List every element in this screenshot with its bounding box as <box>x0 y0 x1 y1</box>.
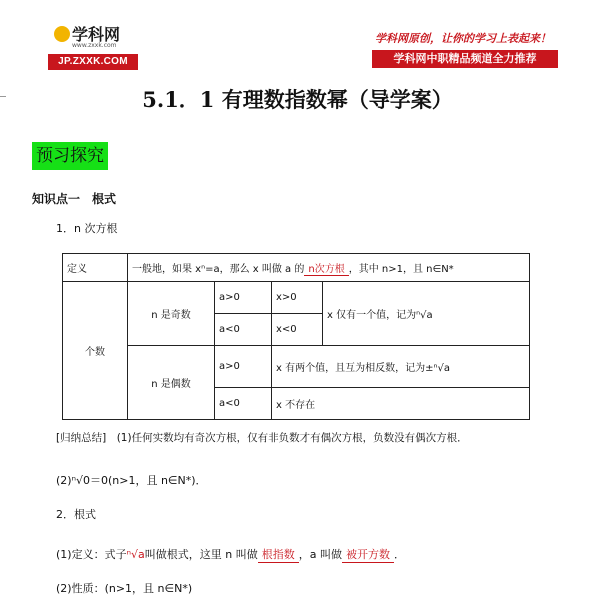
odd-a-pos: a>0 <box>215 282 272 314</box>
answer-root-index: 根指数 <box>258 546 299 563</box>
section-heading: 预习探究 <box>32 142 108 170</box>
summary: [归纳总结] (1)任何实数均有奇次方根，仅有非负数才有偶次方根，负数没有偶次方根． <box>56 432 468 444</box>
even-result: x 有两个值，且互为相反数，记为±ⁿ√a <box>272 346 530 388</box>
odd-label: n 是奇数 <box>128 282 215 346</box>
item-nth-root: 1．n 次方根 <box>56 222 118 235</box>
radical-expression: ⁿ√a <box>126 548 145 561</box>
even-a-pos: a>0 <box>215 346 272 388</box>
answer-radicand: 被开方数 <box>342 546 394 563</box>
count-label: 个数 <box>63 282 128 420</box>
logo <box>48 20 138 72</box>
even-none: x 不存在 <box>272 388 530 420</box>
logo-name: 学科网 <box>72 25 121 44</box>
odd-result: x 仅有一个值，记为ⁿ√a <box>323 282 530 346</box>
logo-mascot-icon <box>54 26 70 42</box>
zero-root-rule: (2)ⁿ√0＝0(n>1，且 n∈N*)． <box>56 474 207 487</box>
even-a-neg: a<0 <box>215 388 272 420</box>
radical-definition: (1)定义：式子ⁿ√a叫做根式，这里 n 叫做 根指数 ，a 叫做 被开方数 ． <box>56 548 405 561</box>
odd-x-pos: x>0 <box>272 282 323 314</box>
even-label: n 是偶数 <box>128 346 215 420</box>
logo-domain: JP.ZXXK.COM <box>48 54 138 70</box>
odd-a-neg: a<0 <box>215 314 272 346</box>
radical-property: (2)性质：(n>1，且 n∈N*) <box>56 582 193 595</box>
definition-label: 定义 <box>63 254 128 282</box>
header-banner: 学科网中职精品频道全力推荐 <box>372 50 558 68</box>
item-radical: 2．根式 <box>56 508 96 521</box>
nth-root-table <box>62 253 530 420</box>
page-title: 5.1．1 有理数指数幂（导学案） <box>142 87 453 112</box>
slogan: 学科网原创，让你的学习上表起来！ <box>375 32 551 45</box>
definition-cell: 一般地，如果 xⁿ=a，那么 x 叫做 a 的 n次方根 ，其中 n>1，且 n∈N* <box>128 254 530 282</box>
odd-x-neg: x<0 <box>272 314 323 346</box>
logo-url: www.zxxk.com <box>72 42 117 49</box>
answer-nth-root: n次方根 <box>304 260 348 276</box>
knowledge-point-heading: 知识点一 根式 <box>32 192 117 206</box>
